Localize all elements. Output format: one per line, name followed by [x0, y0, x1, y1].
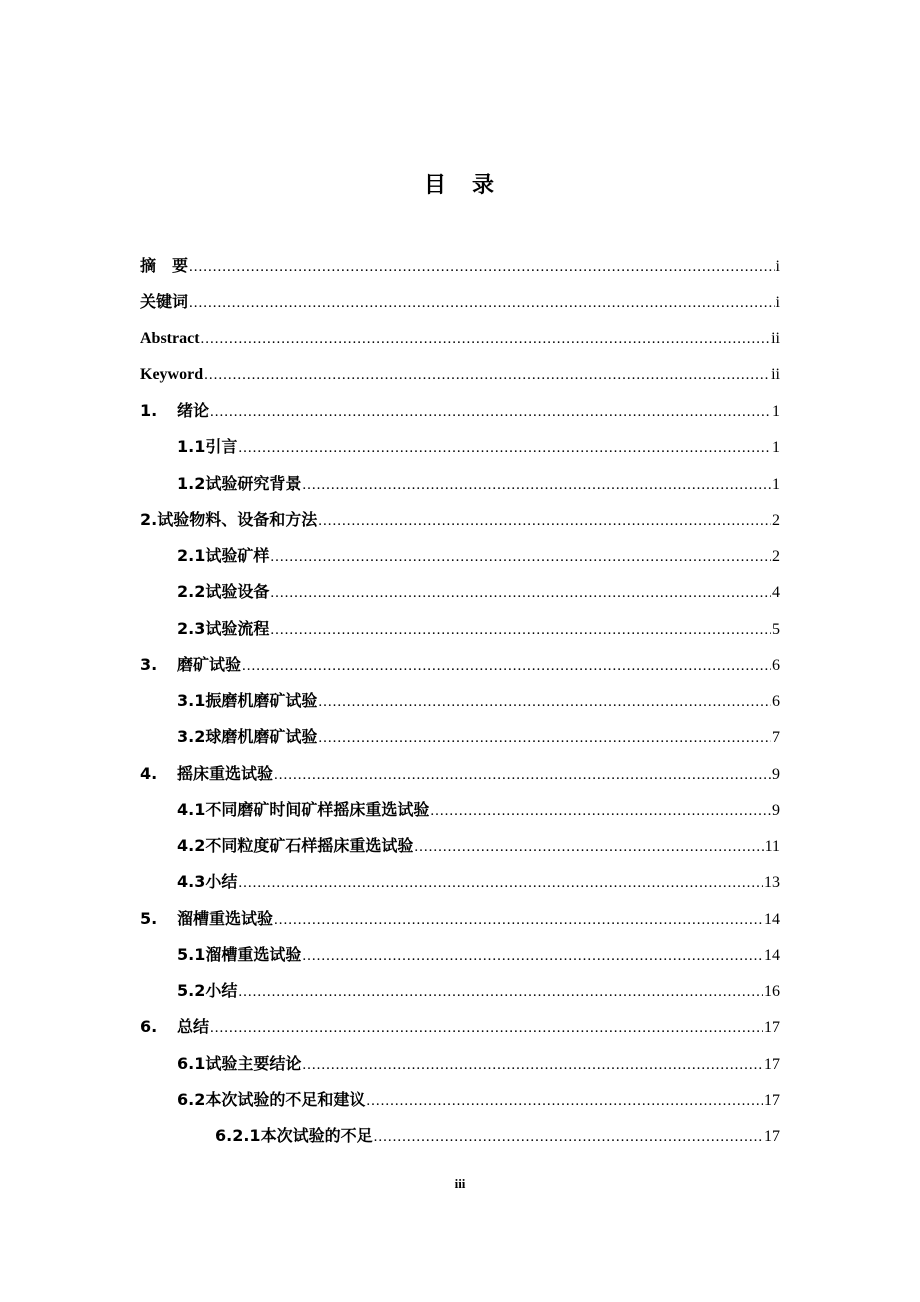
toc-entry-label: 本次试验的不足和建议 [205, 1089, 366, 1109]
toc-entry[interactable] [140, 901, 780, 937]
toc-entry[interactable] [140, 1082, 780, 1118]
dot-leader [238, 430, 771, 466]
toc-entry[interactable] [140, 683, 780, 719]
toc-entry[interactable] [140, 248, 780, 284]
dot-leader [302, 938, 763, 974]
toc-entry-page: 7 [772, 729, 780, 747]
toc-entry-label: 试验主要结论 [205, 1053, 302, 1073]
toc-entry-label: 试验流程 [205, 618, 270, 638]
toc-entry-page: 17 [764, 1091, 780, 1109]
toc-entry[interactable] [140, 973, 780, 1009]
toc-entry[interactable] [140, 828, 780, 864]
toc-entry-page: 17 [764, 1019, 780, 1037]
dot-leader [318, 720, 771, 756]
dot-leader [210, 1010, 763, 1046]
dot-leader [270, 612, 771, 648]
dot-leader [274, 757, 771, 793]
dot-leader [414, 829, 763, 865]
dot-leader [238, 865, 763, 901]
toc-entry-page: 17 [764, 1055, 780, 1073]
toc-entry-number: 2. [140, 509, 158, 529]
toc-entry[interactable] [140, 1009, 780, 1045]
toc-entry-label: 试验矿样 [205, 546, 270, 565]
toc-entry[interactable] [140, 864, 780, 900]
toc-entry-label: Abstract [140, 329, 200, 347]
toc-entry-page: 5 [772, 620, 780, 638]
toc-entry-page: 1 [772, 475, 780, 493]
toc-entry-number: 3.1 [177, 691, 206, 710]
toc-entry-label: 摇床重选试验 [177, 763, 274, 783]
toc-entry-label: 不同粒度矿石样摇床重选试验 [205, 836, 414, 855]
toc-entry[interactable] [140, 611, 780, 647]
table-of-contents [140, 248, 780, 1154]
toc-entry-page: ii [771, 329, 780, 347]
toc-entry-page: 6 [772, 656, 780, 674]
toc-entry-page: 14 [764, 910, 780, 928]
toc-entry[interactable] [140, 466, 780, 502]
toc-entry-label: 总结 [177, 1017, 210, 1037]
toc-entry-number: 2.2 [177, 582, 206, 602]
toc-entry-label: 绪论 [177, 401, 210, 420]
dot-leader [302, 1047, 763, 1083]
dot-leader [318, 503, 771, 539]
dot-leader [274, 902, 763, 938]
toc-entry-number: 2.1 [177, 546, 206, 565]
toc-entry-label: 试验设备 [205, 582, 270, 602]
toc-entry[interactable] [140, 393, 780, 429]
dot-leader [201, 321, 771, 357]
toc-entry-label: 小结 [205, 981, 238, 1000]
toc-entry-page: 13 [764, 874, 780, 892]
dot-leader [270, 575, 771, 611]
dot-leader [204, 357, 770, 393]
toc-entry-label: Keyword [140, 365, 204, 383]
toc-entry-page: 2 [772, 511, 780, 529]
dot-leader [270, 539, 771, 575]
toc-entry-page: 2 [772, 548, 780, 565]
toc-entry[interactable] [140, 321, 780, 357]
toc-entry-label: 关键词 [140, 292, 189, 312]
toc-entry[interactable] [140, 284, 780, 320]
toc-entry-page: 1 [772, 403, 780, 420]
toc-entry-label: 球磨机磨矿试验 [205, 727, 318, 747]
toc-entry-number: 3.2 [177, 727, 206, 747]
toc-entry[interactable] [140, 792, 780, 828]
toc-entry[interactable] [140, 719, 780, 755]
toc-entry-label: 溜槽重选试验 [205, 944, 302, 964]
toc-entry-label: 本次试验的不足 [260, 1126, 373, 1145]
toc-entry[interactable] [140, 574, 780, 610]
dot-leader [430, 793, 771, 829]
toc-entry-label: 磨矿试验 [177, 654, 242, 674]
toc-entry-number: 1. [140, 401, 158, 420]
toc-entry[interactable] [140, 502, 780, 538]
toc-entry-number: 5.2 [177, 981, 206, 1000]
toc-entry-number: 3. [140, 654, 158, 674]
toc-entry-page: 17 [764, 1128, 780, 1145]
dot-leader [238, 974, 763, 1010]
page-number: iii [454, 1176, 466, 1191]
toc-entry-page: 9 [772, 765, 780, 783]
toc-entry[interactable] [140, 1046, 780, 1082]
toc-entry-page: i [775, 294, 780, 312]
toc-entry-label: 试验物料、设备和方法 [157, 509, 318, 529]
toc-entry[interactable] [140, 357, 780, 393]
toc-entry[interactable] [140, 1118, 780, 1154]
toc-entry-label: 引言 [205, 437, 238, 457]
toc-entry-page: 9 [772, 801, 780, 819]
toc-entry-number: 6. [140, 1017, 158, 1037]
toc-entry[interactable] [140, 756, 780, 792]
dot-leader [189, 249, 775, 285]
dot-leader [242, 648, 771, 684]
toc-entry-page: 6 [772, 693, 780, 710]
toc-entry-number: 2.3 [177, 618, 206, 638]
toc-entry[interactable] [140, 937, 780, 973]
toc-entry[interactable] [140, 538, 780, 574]
toc-entry-number: 4.3 [177, 872, 206, 892]
toc-entry-page: ii [771, 365, 780, 383]
dot-leader [374, 1119, 763, 1155]
toc-entry-page: 16 [764, 983, 780, 1000]
toc-entry-number: 5. [140, 908, 158, 928]
toc-entry-number: 4. [140, 763, 158, 783]
toc-entry-number: 1.2 [177, 473, 206, 493]
toc-entry[interactable] [140, 647, 780, 683]
dot-leader [189, 285, 775, 321]
page-title: 目 录 [423, 173, 496, 198]
toc-entry-page: 1 [772, 439, 780, 457]
toc-entry-number: 4.2 [177, 836, 206, 855]
toc-entry-page: 14 [764, 946, 780, 964]
toc-entry[interactable] [140, 429, 780, 465]
toc-entry-number: 6.1 [177, 1053, 206, 1073]
toc-entry-label: 小结 [205, 872, 238, 892]
toc-entry-label: 不同磨矿时间矿样摇床重选试验 [205, 799, 430, 819]
toc-entry-label: 溜槽重选试验 [177, 908, 274, 928]
toc-entry-number: 5.1 [177, 944, 206, 964]
toc-entry-number: 4.1 [177, 799, 206, 819]
toc-entry-number: 1.1 [177, 437, 206, 457]
toc-entry-page: 11 [764, 838, 780, 855]
dot-leader [302, 467, 771, 503]
toc-entry-number: 6.2 [177, 1089, 206, 1109]
toc-entry-number: 6.2.1 [215, 1126, 261, 1145]
toc-entry-label: 振磨机磨矿试验 [205, 691, 318, 710]
dot-leader [210, 394, 771, 430]
dot-leader [318, 684, 771, 720]
dot-leader [366, 1083, 763, 1119]
toc-entry-page: 4 [772, 584, 780, 602]
toc-entry-page: i [775, 258, 780, 275]
toc-entry-label: 摘 要 [140, 256, 189, 275]
toc-entry-label: 试验研究背景 [205, 473, 302, 493]
